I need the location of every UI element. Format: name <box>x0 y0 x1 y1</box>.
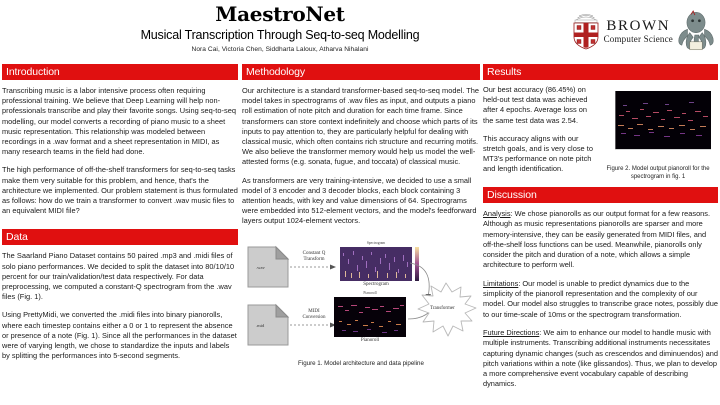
column-right <box>483 64 718 405</box>
column-left <box>2 64 238 405</box>
midi-conversion-label-line2: Conversion <box>302 314 326 320</box>
poster-subtitle: Musical Transcription Through Seq-to-seq Modelling <box>140 28 420 42</box>
transformer-label: Transformer <box>430 305 455 311</box>
section-header-data: Data <box>2 229 238 245</box>
figure-1-caption: Figure 1. Model architecture and data pipeline <box>298 359 424 367</box>
results-content-row <box>483 85 718 181</box>
constant-q-transform-label-line2: Transform <box>303 256 325 262</box>
results-paragraph-2: This accuracy aligns with our stretch goals, and is very close to MT3's performance on note pitch and length identification. <box>483 133 593 174</box>
title-block <box>0 2 560 55</box>
spectrogram-caption: Spectrogram <box>363 281 389 287</box>
figure-2-caption: Figure 2. Model output pianoroll for the spectrogram in fig. 1 <box>606 166 710 180</box>
spectrogram-plot <box>340 247 412 281</box>
figure-2 <box>601 85 715 181</box>
poster-header <box>0 0 720 62</box>
figure-1 <box>242 237 480 359</box>
section-header-introduction: Introduction <box>2 64 238 80</box>
discussion-item-limitations <box>483 279 718 320</box>
discussion-item-analysis <box>483 209 718 271</box>
data-paragraph-1: The Saarland Piano Dataset contains 50 paired .mp3 and .midi files of solo piano performances. We decided to split the dataset into 80/10/10 percent for our train/validation/test data respectively. For data preprocessing, we computed a constant-Q spectrogram from the .wav files (Fig. 1). <box>2 251 235 302</box>
page-title: MaestroNet <box>215 2 345 26</box>
poster-authors: Nora Cai, Victoria Chen, Siddharta Laloux, Atharva Nihalani <box>191 46 369 53</box>
pianoroll-plot-title: Pianoroll <box>363 290 377 295</box>
wav-file-label: .wav <box>256 264 265 270</box>
spectrogram-plot-title: Spectrogram <box>366 240 386 245</box>
discussion-limitations-label: Limitations <box>483 278 519 288</box>
brown-wordmark-secondary: Computer Science <box>603 33 673 44</box>
wav-file-icon <box>246 245 290 289</box>
data-paragraph-2: Using PrettyMidi, we converted the .midi files into binary pianorolls, where each timestep contains either a 0 or 1 to represent the absence or presence of a note (Fig. 1). Since all the performances in the dataset were of varying length, we chose to standardize the inputs and labels by splitting the performances into 5-second segments. <box>2 310 237 361</box>
results-text-block <box>483 85 595 181</box>
brown-crest-icon <box>571 12 601 50</box>
introduction-paragraph-1: Transcribing music is a labor intensive process often requiring professional training. We believe that Deep Learning will help non-professionals transcribe and play their favorite songs. Using seq-to-seq modelling, our model converts a recording of piano music to a sheet music representation. This relationship was modeled between recordings in a .wav format and a sheet representation in MIDI, as many research teams in the field had done. <box>2 86 236 157</box>
figure-2-pianoroll-image <box>601 85 715 163</box>
discussion-future-directions-label: Future Directions <box>483 327 540 337</box>
brown-cs-logo <box>546 4 716 58</box>
discussion-analysis-label: Analysis <box>483 209 511 218</box>
results-paragraph-1: Our best accuracy (86.45%) on held-out test data was achieved after 4 epochs. Average loss on the same test data was 2.54. <box>483 85 588 125</box>
brown-wordmark <box>604 19 673 44</box>
discussion-limitations-text: : Our model is unable to predict dynamics due to the simplicity of the pianoroll representation and the complexity of our model. Our model also struggles to transcribe grace notes, possibly due to our time-scale of 10ms or the spectrogram transformation. <box>483 278 718 319</box>
discussion-future-directions-text: : We aim to enhance our model to handle music with multiple instruments. Transcribing additional instruments necessitates capturing dynamic changes (such as crescendos and diminuendos) and pitch variations within a note (like glissandos). Thus, we plan to develop a more comprehensive event vocabulary capable of describing dynamics. <box>483 327 718 389</box>
pianoroll-plot <box>334 297 406 337</box>
midi-file-icon <box>246 303 290 347</box>
methodology-paragraph-2: As transformers are very training-intensive, we decided to use a small model of 3 encoder and 3 decoder blocks, each block containing 3 attention heads, with key and value dimensions of 64. Spectrograms were embedded into 512-element vectors, and the model's feedforward layers output 1024-element vectors. <box>242 175 477 226</box>
discussion-analysis-text: : We chose pianorolls as our output format for a few reasons. Although as music representations pianorolls are sparser and more memory-intensive, they can be easily generated from MIDI files, and off-the-shelf loss functions can be used. Meanwhile, pianorolls only consider the pitch and duration of a note, which allows a simple architecture to perform well. <box>483 209 711 270</box>
introduction-paragraph-2: The high performance of off-the-shelf transformers for seq-to-seq tasks make them very suitable for this problem, and hence, that's the architecture we implemented. Our problem statement is thus formulated as follows: how do we train a transformer to convert .wav music files to an equivalent MIDI file? <box>2 165 238 216</box>
constant-q-transform-label-line1: Constant Q <box>302 250 326 256</box>
section-header-discussion: Discussion <box>483 187 718 203</box>
mid-to-conversion-arrow-icon <box>290 321 336 329</box>
wav-to-transform-arrow-icon <box>290 263 336 271</box>
poster-columns <box>0 64 720 405</box>
midi-file-label: .mid <box>256 322 265 328</box>
section-header-methodology: Methodology <box>242 64 480 80</box>
pianoroll-caption: Pianoroll <box>360 337 380 343</box>
octopus-mascot-icon <box>676 10 716 52</box>
column-middle <box>242 64 480 405</box>
discussion-item-future-directions <box>483 328 718 390</box>
brown-wordmark-primary: BROWN <box>606 17 671 34</box>
section-header-results: Results <box>483 64 718 80</box>
methodology-paragraph-1: Our architecture is a standard transformer-based seq-to-seq model. The model takes in spectrograms of .wav files as input, and outputs a piano roll estimation of note pitch and duration for each time frame. Since transformers can store context indefinitely and choose which parts of its inputs to pay attention to, they are particularly helpful for dealing with classical music, which often contains rich structure and recurring motifs. We also believe the transformer memory would help us model the well-attested forms (e.g. sonata, fugue, and toccata) of classical music. <box>242 86 480 167</box>
midi-conversion-label-line1: MIDI <box>308 308 320 314</box>
